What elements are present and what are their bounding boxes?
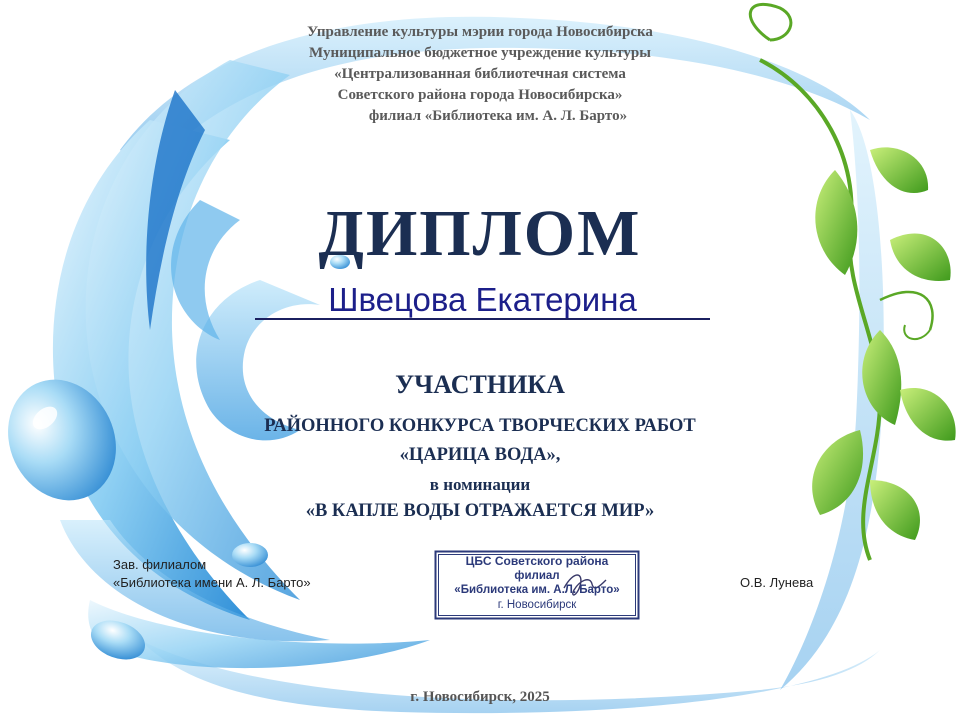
- header-line: «Централизованная библиотечная система: [334, 66, 626, 82]
- nomination-name: «В КАПЛЕ ВОДЫ ОТРАЖАЕТСЯ МИР»: [305, 501, 655, 521]
- participant-label: УЧАСТНИКА: [395, 370, 565, 399]
- contest-label: РАЙОННОГО КОНКУРСА ТВОРЧЕСКИХ РАБОТ: [264, 416, 696, 436]
- header-line: филиал «Библиотека им. А. Л. Барто»: [368, 108, 628, 124]
- signer-position-line: «Библиотека имени А. Л. Барто»: [113, 575, 311, 590]
- signer-name: О.В. Лунева: [740, 575, 814, 590]
- official-stamp: [434, 550, 640, 620]
- signer-position-line: Зав. филиалом: [113, 557, 207, 572]
- diploma-title: ДИПЛОМ: [318, 197, 642, 270]
- nomination-prefix: в номинации: [429, 475, 531, 494]
- recipient-block: [255, 280, 710, 324]
- header-line: Муниципальное бюджетное учреждение культуры: [309, 45, 651, 61]
- stamp-line: ЦБС Советского района: [465, 554, 609, 568]
- organization-header: [180, 22, 780, 127]
- header-line: Советского района города Новосибирска»: [337, 87, 623, 103]
- contest-name: «ЦАРИЦА ВОДА»,: [399, 445, 561, 465]
- signer-position: [113, 556, 311, 592]
- stamp-line: филиал: [514, 570, 560, 582]
- recipient-name: Швецова Екатерина: [328, 281, 637, 318]
- header-line: Управление культуры мэрии города Новосибирска: [307, 24, 653, 40]
- stamp-line: «Библиотека им. А.Л. Барто»: [454, 584, 620, 596]
- stamp-line: г. Новосибирск: [497, 599, 577, 611]
- footer-place-year: г. Новосибирск, 2025: [410, 689, 550, 705]
